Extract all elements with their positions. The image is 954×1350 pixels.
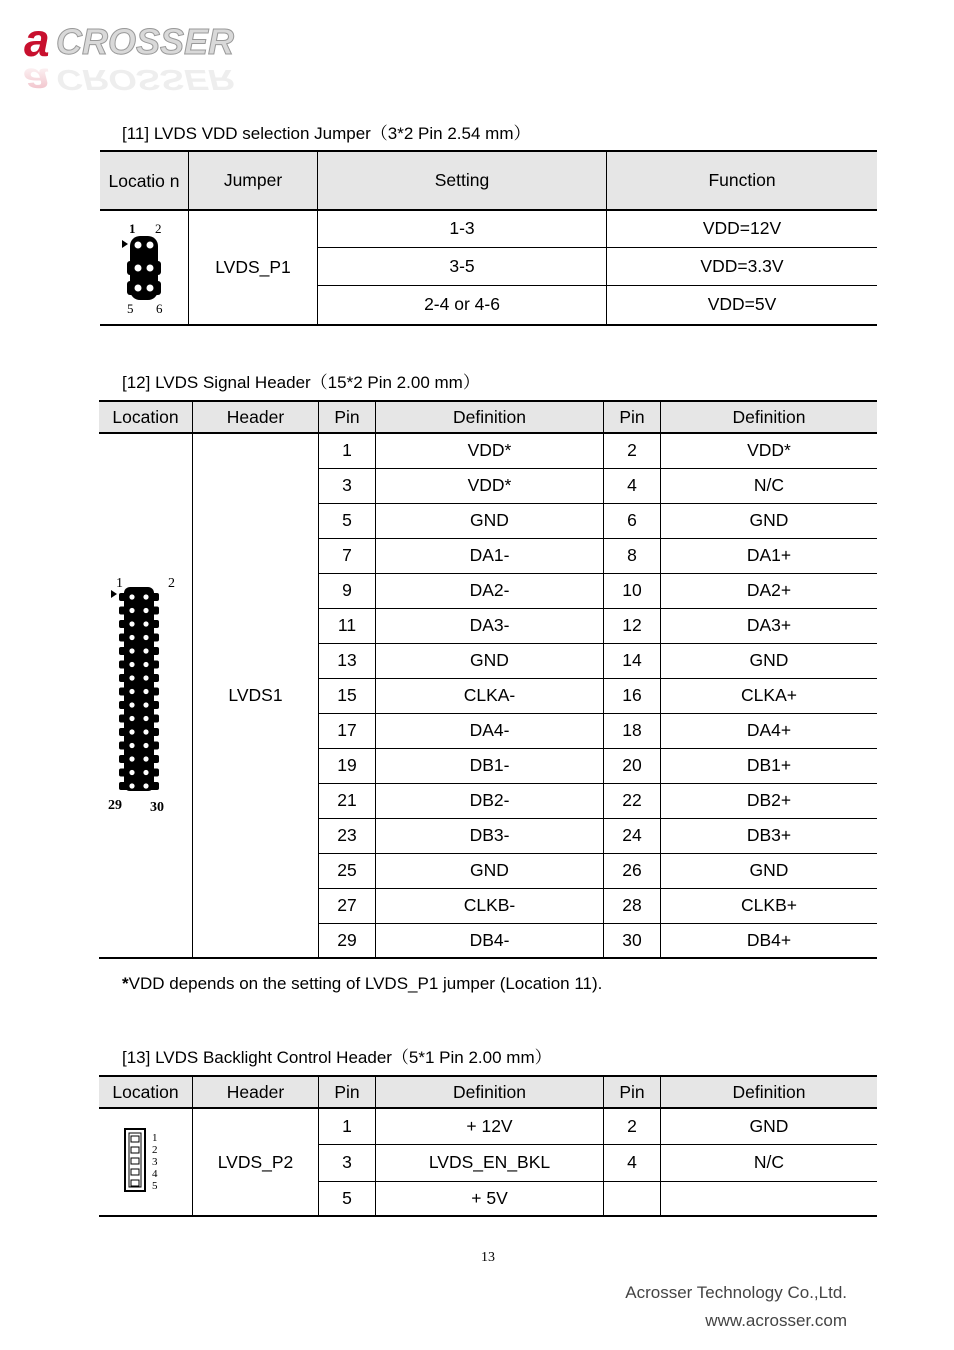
pin-cell: 29	[319, 923, 376, 958]
pin-cell: 2	[604, 433, 661, 468]
definition-cell: + 12V	[376, 1108, 604, 1144]
pin-hole	[129, 621, 134, 626]
header-diagram-cell	[99, 1108, 193, 1216]
col-definition: Definition	[376, 1076, 604, 1108]
col-location: Location	[99, 401, 193, 433]
col-definition-2: Definition	[661, 401, 878, 433]
pin-label-2: 2	[155, 221, 162, 236]
col-location: Location	[99, 1076, 193, 1108]
pin-cell: 3	[319, 468, 376, 503]
definition-cell	[661, 1181, 878, 1216]
definition-cell: DB4-	[376, 923, 604, 958]
header-name: LVDS1	[193, 433, 319, 958]
pin-row	[119, 715, 159, 723]
pin-cell: 28	[604, 888, 661, 923]
table-row	[99, 433, 877, 468]
pin-cell: 10	[604, 573, 661, 608]
pin-cell: 4	[604, 1144, 661, 1181]
pin-cell: 3	[319, 1144, 376, 1181]
pin-hole	[129, 648, 134, 653]
logo-reflection-text: CROSSER	[56, 63, 234, 97]
pin-label-2: 2	[151, 1143, 157, 1156]
pin-hole	[143, 756, 148, 761]
vdd-footnote	[122, 974, 602, 994]
logo-letter-a: a	[24, 14, 50, 66]
pin-hole	[129, 729, 134, 734]
function-cell: VDD=12V	[607, 210, 878, 247]
section-11-title: [11] LVDS VDD selection Jumper（3*2 Pin 2.54 mm）	[122, 124, 531, 143]
table-row	[99, 1108, 877, 1144]
pin-hole	[143, 648, 148, 653]
pin-cell: 12	[604, 608, 661, 643]
pin-label-1: 1	[151, 1131, 157, 1144]
definition-cell: DA3+	[661, 608, 878, 643]
pin-cell: 14	[604, 643, 661, 678]
acrosser-logo	[22, 14, 302, 104]
pin-hole	[129, 756, 134, 761]
setting-cell: 1-3	[318, 210, 607, 247]
pin-cell: 20	[604, 748, 661, 783]
lvds-backlight-header-table	[99, 1075, 877, 1217]
col-definition-2: Definition	[661, 1076, 878, 1108]
pin-cell: 25	[319, 853, 376, 888]
section-12-title: [12] LVDS Signal Header（15*2 Pin 2.00 mm）	[122, 373, 480, 392]
pin-cell: 26	[604, 853, 661, 888]
pin-hole	[129, 770, 134, 775]
pin-label-6: 6	[156, 301, 163, 315]
col-location: Locatio n	[100, 151, 189, 210]
logo-text: CROSSER	[56, 21, 235, 62]
pin-row	[119, 742, 159, 750]
pin-hole	[143, 608, 148, 613]
header-5x1-icon	[121, 1125, 171, 1195]
pin-cell: 27	[319, 888, 376, 923]
definition-cell: DA2+	[661, 573, 878, 608]
pin-label-3: 3	[151, 1155, 157, 1168]
col-header: Header	[193, 401, 319, 433]
definition-cell: GND	[661, 643, 878, 678]
definition-cell: N/C	[661, 468, 878, 503]
definition-cell: DA2-	[376, 573, 604, 608]
pin1-marker	[111, 590, 117, 598]
pin-hole	[143, 635, 148, 640]
pin-label-5: 5	[127, 301, 134, 315]
pin-hole	[143, 689, 148, 694]
pin-hole	[143, 594, 148, 599]
pin-cell: 5	[319, 1181, 376, 1216]
pin-hole	[129, 608, 134, 613]
pin-label-1: 1	[129, 221, 136, 236]
header-15x2-icon	[106, 573, 186, 813]
pin-cell: 22	[604, 783, 661, 818]
pin-cell: 21	[319, 783, 376, 818]
definition-cell: CLKA-	[376, 678, 604, 713]
pin-cell: 11	[319, 608, 376, 643]
col-pin: Pin	[319, 401, 376, 433]
definition-cell: DA3-	[376, 608, 604, 643]
header-diagram-cell	[99, 433, 193, 958]
pin-cell: 4	[604, 468, 661, 503]
function-cell: VDD=3.3V	[607, 247, 878, 285]
pin-row	[119, 620, 159, 628]
definition-cell: + 5V	[376, 1181, 604, 1216]
company-name: Acrosser Technology Co.,Ltd.	[625, 1283, 847, 1302]
lvds-vdd-jumper-table	[100, 150, 877, 326]
section-13-title: [13] LVDS Backlight Control Header（5*1 Pin 2.00 mm）	[122, 1048, 552, 1067]
definition-cell: GND	[661, 1108, 878, 1144]
table-row	[100, 210, 877, 247]
pin-cell: 9	[319, 573, 376, 608]
definition-cell: DA4-	[376, 713, 604, 748]
pin-hole	[143, 662, 148, 667]
definition-cell: GND	[376, 853, 604, 888]
pin-hole	[143, 770, 148, 775]
pin-hole	[143, 729, 148, 734]
pin-label-4: 4	[151, 1167, 157, 1180]
pin-row	[119, 607, 159, 615]
pin-hole	[129, 635, 134, 640]
definition-cell: GND	[376, 643, 604, 678]
footnote-text: VDD depends on the setting of LVDS_P1 jumper (Location 11).	[128, 974, 603, 993]
logo-reflection: a	[24, 60, 50, 102]
pin-row	[119, 701, 159, 709]
col-function: Function	[607, 151, 878, 210]
definition-cell: DA1+	[661, 538, 878, 573]
company-info	[625, 1279, 847, 1335]
pin-row	[119, 782, 159, 790]
pin-hole	[129, 594, 134, 599]
pin-label-2: 2	[167, 576, 175, 591]
definition-cell: CLKB+	[661, 888, 878, 923]
pin-cell: 30	[604, 923, 661, 958]
pin-hole	[129, 689, 134, 694]
pin-cell	[604, 1181, 661, 1216]
definition-cell: VDD*	[376, 468, 604, 503]
pin-cell: 13	[319, 643, 376, 678]
pin-label-5: 5	[151, 1179, 157, 1192]
pin-cell: 6	[604, 503, 661, 538]
pin-row	[119, 755, 159, 763]
definition-cell: DA4+	[661, 713, 878, 748]
pin-hole	[143, 743, 148, 748]
company-website: www.acrosser.com	[705, 1311, 847, 1330]
pin-hole	[129, 702, 134, 707]
definition-cell: GND	[661, 503, 878, 538]
pin-hole	[129, 743, 134, 748]
header-name: LVDS_P2	[193, 1108, 319, 1216]
setting-cell: 2-4 or 4-6	[318, 285, 607, 325]
jumper-diagram-cell	[100, 210, 189, 325]
pin-hole	[143, 783, 148, 788]
col-pin-2: Pin	[604, 1076, 661, 1108]
pin-label-30: 30	[149, 800, 164, 813]
pin-hole	[129, 783, 134, 788]
pin-hole	[129, 675, 134, 680]
definition-cell: DB2-	[376, 783, 604, 818]
pin-row	[119, 728, 159, 736]
definition-cell: GND	[661, 853, 878, 888]
page-number: 13	[481, 1250, 495, 1265]
definition-cell: DA1-	[376, 538, 604, 573]
definition-cell: CLKA+	[661, 678, 878, 713]
pin-hole	[143, 716, 148, 721]
definition-cell: DB1-	[376, 748, 604, 783]
pin-hole	[143, 675, 148, 680]
col-header: Header	[193, 1076, 319, 1108]
pin-row	[119, 674, 159, 682]
pin-hole	[143, 621, 148, 626]
pin-row	[119, 593, 159, 601]
pin-hole	[129, 662, 134, 667]
pin-row	[119, 634, 159, 642]
pin-label-29: 29	[107, 798, 122, 813]
definition-cell: N/C	[661, 1144, 878, 1181]
definition-cell: DB1+	[661, 748, 878, 783]
footnote-asterisk: *	[122, 974, 129, 993]
jumper-name: LVDS_P1	[189, 210, 318, 325]
pin-cell: 8	[604, 538, 661, 573]
definition-cell: DB4+	[661, 923, 878, 958]
definition-cell: DB2+	[661, 783, 878, 818]
definition-cell: GND	[376, 503, 604, 538]
definition-cell: VDD*	[376, 433, 604, 468]
lvds-signal-header-table	[99, 400, 877, 959]
col-jumper: Jumper	[189, 151, 318, 210]
pin-cell: 15	[319, 678, 376, 713]
pin-row	[119, 769, 159, 777]
function-cell: VDD=5V	[607, 285, 878, 325]
pin-cell: 24	[604, 818, 661, 853]
pin-cell: 1	[319, 1108, 376, 1144]
pin-cell: 16	[604, 678, 661, 713]
pin-row	[119, 661, 159, 669]
pin-cell: 23	[319, 818, 376, 853]
pin-hole	[143, 702, 148, 707]
pin-label-1: 1	[115, 576, 123, 591]
setting-cell: 3-5	[318, 247, 607, 285]
col-pin-2: Pin	[604, 401, 661, 433]
pin-cell: 19	[319, 748, 376, 783]
pin-cell: 7	[319, 538, 376, 573]
definition-cell: VDD*	[661, 433, 878, 468]
definition-cell: DB3-	[376, 818, 604, 853]
definition-cell: CLKB-	[376, 888, 604, 923]
pin-cell: 2	[604, 1108, 661, 1144]
col-definition: Definition	[376, 401, 604, 433]
pin-cell: 17	[319, 713, 376, 748]
pin-cell: 18	[604, 713, 661, 748]
pin-hole	[129, 716, 134, 721]
pin-cell: 5	[319, 503, 376, 538]
jumper-3x2-icon	[114, 215, 174, 315]
col-pin: Pin	[319, 1076, 376, 1108]
col-setting: Setting	[318, 151, 607, 210]
pin-row	[119, 647, 159, 655]
pin-cell: 1	[319, 433, 376, 468]
pin-row	[119, 688, 159, 696]
definition-cell: LVDS_EN_BKL	[376, 1144, 604, 1181]
definition-cell: DB3+	[661, 818, 878, 853]
